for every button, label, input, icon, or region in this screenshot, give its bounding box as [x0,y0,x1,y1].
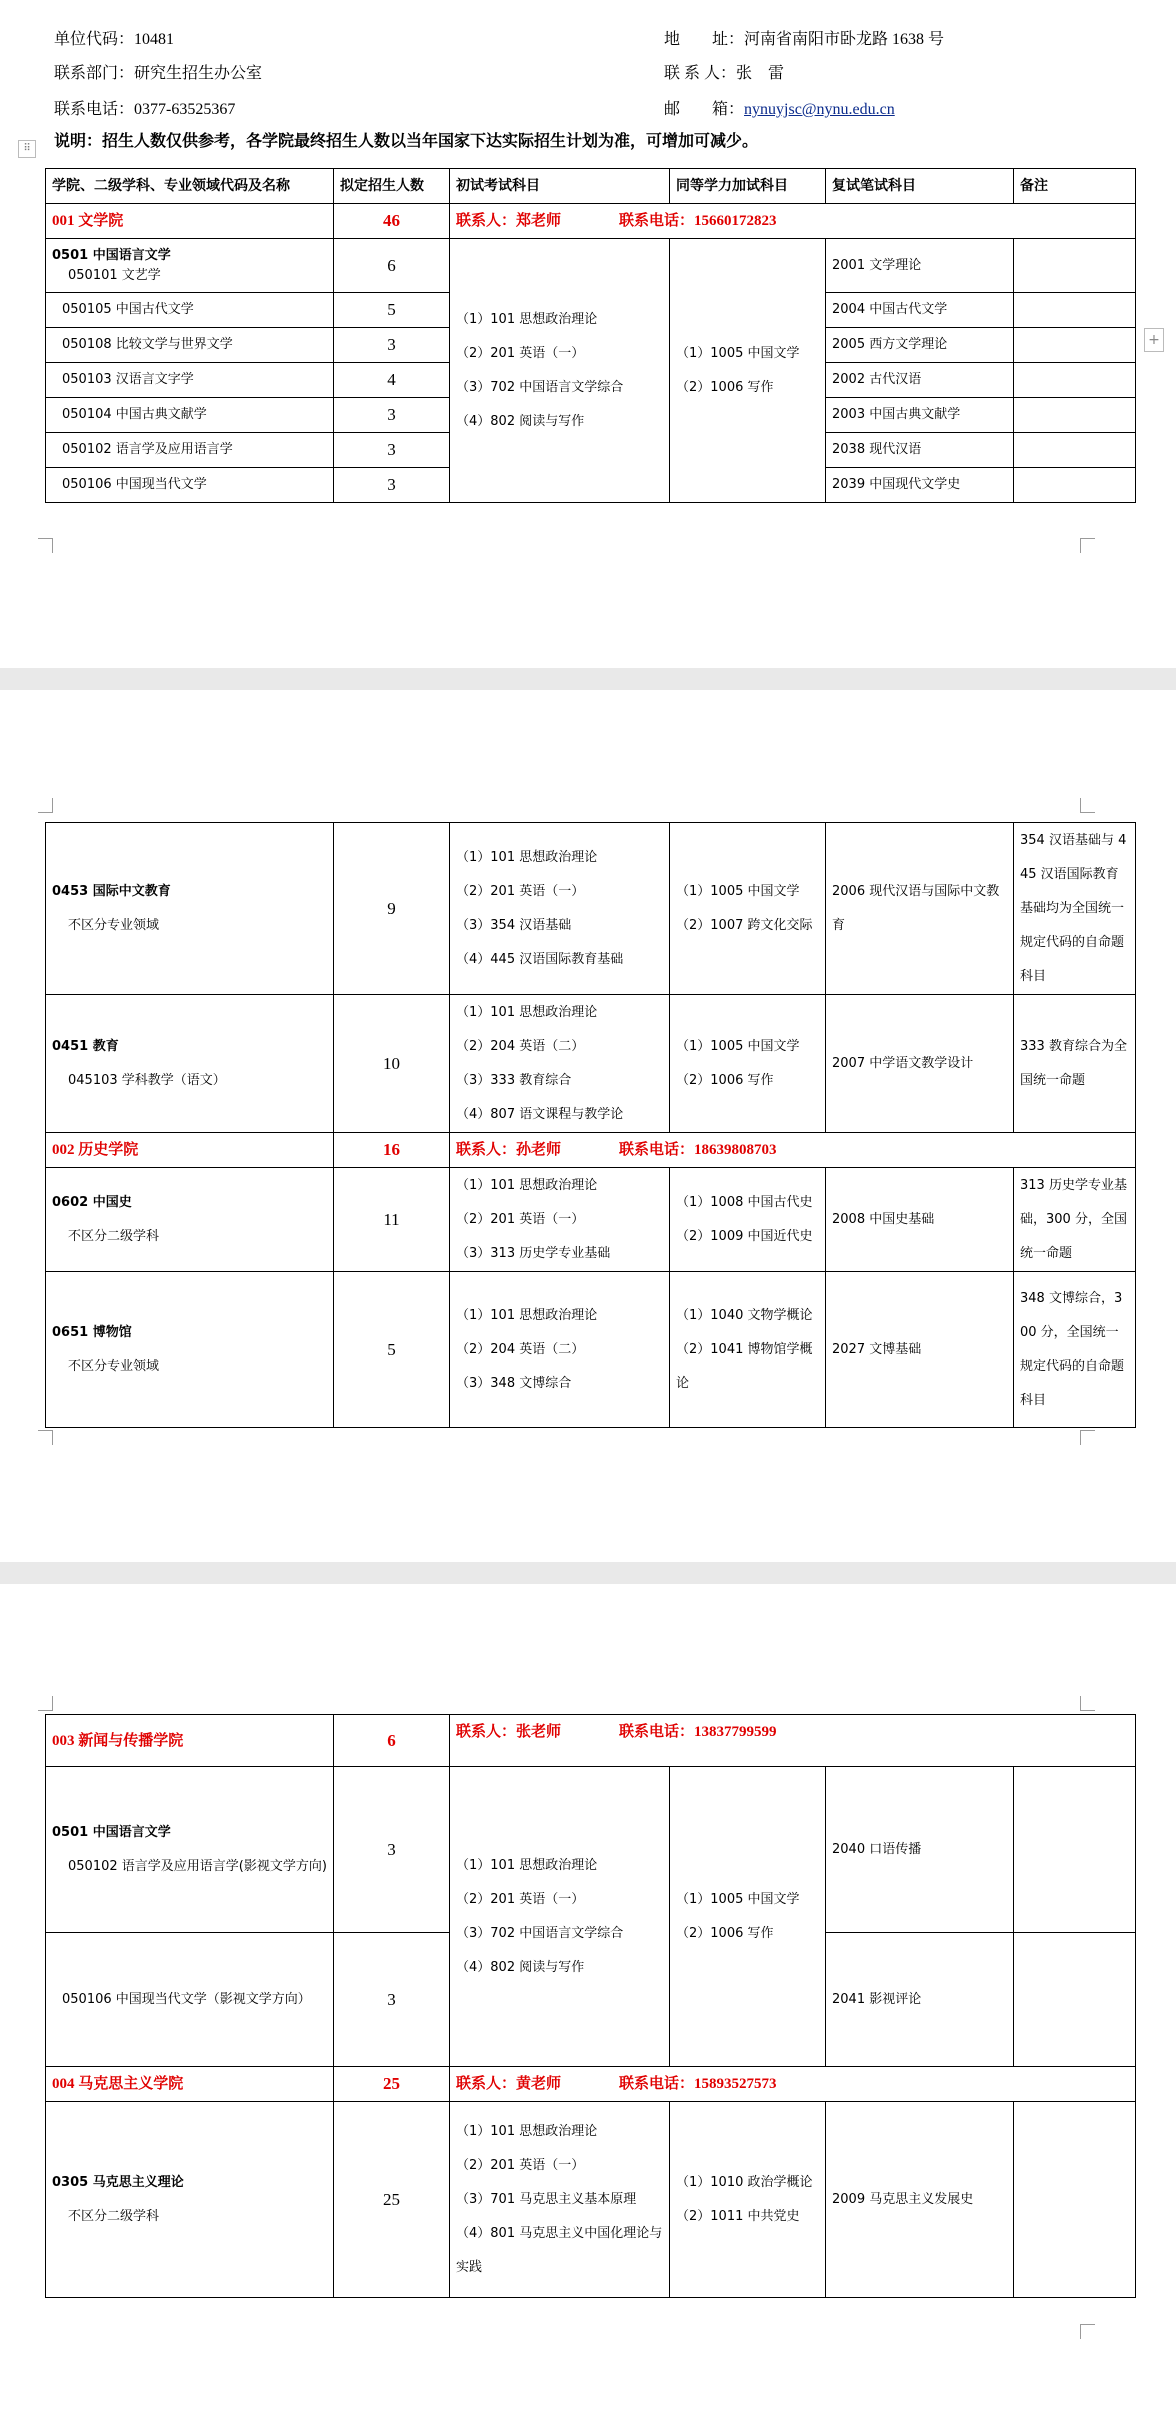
retest-cell: 2003 中国古典文献学 [826,398,1014,433]
major-cell: 050103 汉语言文字学 [46,363,334,398]
count-cell: 5 [334,293,450,328]
college-contact: 联系人：孙老师 联系电话：18639808703 [450,1133,1136,1168]
remark-cell [1014,433,1136,468]
major-cell: 0501 中国语言文学 050102 语言学及应用语言学(影视文学方向) [46,1767,334,1933]
retest-cell: 2040 口语传播 [826,1767,1014,1933]
margin-mark [1080,1430,1095,1445]
exam-subjects: （1）101 思想政治理论 （2）204 英语（二） （3）348 文博综合 [450,1272,670,1428]
col-header: 初试考试科目 [450,169,670,204]
college-row [46,1133,1136,1168]
admission-table-page2 [45,822,1136,1428]
retest-cell: 2039 中国现代文学史 [826,468,1014,503]
margin-mark [38,538,53,553]
remark-cell [1014,468,1136,503]
address: 地 址：河南省南阳市卧龙路 1638 号 [664,31,945,48]
major-cell: 0602 中国史 不区分二级学科 [46,1168,334,1272]
count-cell: 11 [334,1168,450,1272]
exam-subjects: （1）101 思想政治理论 （2）201 英语（一） （3）702 中国语言文学综合 （4）802 阅读与写作 [450,239,670,503]
margin-mark [1080,2324,1095,2339]
major-cell: 0501 中国语言文学 050101 文艺学 [46,239,334,293]
major-cell: 0453 国际中文教育 不区分专业领域 [46,823,334,995]
margin-mark [38,1430,53,1445]
major-cell: 050102 语言学及应用语言学 [46,433,334,468]
count-cell: 3 [334,328,450,363]
retest-cell: 2009 马克思主义发展史 [826,2102,1014,2298]
college-name: 003 新闻与传播学院 [46,1715,334,1767]
college-contact: 联系人：张老师 联系电话：13837799599 [450,1715,1136,1767]
retest-cell: 2004 中国古代文学 [826,293,1014,328]
count-cell: 3 [334,398,450,433]
college-name: 004 马克思主义学院 [46,2067,334,2102]
college-count: 6 [334,1715,450,1767]
contact-dept: 联系部门：研究生招生办公室 [54,65,263,82]
major-cell: 0651 博物馆 不区分专业领域 [46,1272,334,1428]
count-cell: 3 [334,1767,450,1933]
college-contact: 联系人：郑老师 联系电话：15660172823 [450,204,1136,239]
retest-cell: 2005 西方文学理论 [826,328,1014,363]
extra-subjects: （1）1005 中国文学 （2）1006 写作 [670,239,826,503]
exam-subjects: （1）101 思想政治理论 （2）201 英语（一） （3）702 中国语言文学综合 （4）802 阅读与写作 [450,1767,670,2067]
extra-subjects: （1）1005 中国文学 （2）1006 写作 [670,1767,826,2067]
table-row [46,1168,1136,1272]
page-3 [0,1584,1176,2420]
major-cell: 050106 中国现当代文学（影视文学方向） [46,1933,334,2067]
exam-subjects: （1）101 思想政治理论 （2）201 英语（一） （3）701 马克思主义基本原理 （4）801 马克思主义中国化理论与实践 [450,2102,670,2298]
margin-mark [38,798,53,813]
exam-subjects: （1）101 思想政治理论 （2）201 英语（一） （3）354 汉语基础 （4）445 汉语国际教育基础 [450,823,670,995]
major-cell: 050106 中国现当代文学 [46,468,334,503]
retest-cell: 2038 现代汉语 [826,433,1014,468]
email-link[interactable]: nynuyjsc@nynu.edu.cn [744,101,895,118]
page-1 [0,0,1176,668]
count-cell: 4 [334,363,450,398]
margin-mark [1080,538,1095,553]
remark-cell [1014,363,1136,398]
note: 说明：招生人数仅供参考，各学院最终招生人数以当年国家下达实际招生计划为准，可增加可减少。 [54,133,759,150]
count-cell: 9 [334,823,450,995]
retest-cell: 2001 文学理论 [826,239,1014,293]
remark-cell: 313 历史学专业基础，300 分，全国统一命题 [1014,1168,1136,1272]
count-cell: 10 [334,995,450,1133]
count-cell: 5 [334,1272,450,1428]
remark-cell: 354 汉语基础与 445 汉语国际教育基础均为全国统一规定代码的自命题科目 [1014,823,1136,995]
extra-subjects: （1）1005 中国文学 （2）1006 写作 [670,995,826,1133]
unit-code: 单位代码：10481 [54,31,175,48]
retest-cell: 2007 中学语文教学设计 [826,995,1014,1133]
remark-cell: 348 文博综合，300 分，全国统一规定代码的自命题科目 [1014,1272,1136,1428]
table-row [46,1767,1136,1933]
college-count: 25 [334,2067,450,2102]
col-header: 拟定招生人数 [334,169,450,204]
retest-cell: 2027 文博基础 [826,1272,1014,1428]
major-cell: 050104 中国古典文献学 [46,398,334,433]
remark-cell: 333 教育综合为全国统一命题 [1014,995,1136,1133]
page-2 [0,690,1176,1562]
extra-subjects: （1）1005 中国文学 （2）1007 跨文化交际 [670,823,826,995]
remark-cell [1014,328,1136,363]
count-cell: 3 [334,468,450,503]
extra-subjects: （1）1008 中国古代史 （2）1009 中国近代史 [670,1168,826,1272]
count-cell: 25 [334,2102,450,2298]
count-cell: 6 [334,239,450,293]
extra-subjects: （1）1010 政治学概论 （2）1011 中共党史 [670,2102,826,2298]
table-row [46,995,1136,1133]
remark-cell [1014,1767,1136,1933]
major-cell: 050105 中国古代文学 [46,293,334,328]
add-row-button[interactable]: + [1144,328,1164,352]
margin-mark [1080,798,1095,813]
college-count: 46 [334,204,450,239]
exam-subjects: （1）101 思想政治理论 （2）201 英语（一） （3）313 历史学专业基础 [450,1168,670,1272]
remark-cell [1014,2102,1136,2298]
exam-subjects: （1）101 思想政治理论 （2）204 英语（二） （3）333 教育综合 （4）807 语文课程与教学论 [450,995,670,1133]
count-cell: 3 [334,1933,450,2067]
table-header [46,169,1136,204]
admission-table-page3 [45,1714,1136,2298]
table-move-handle-icon[interactable]: ⠿ [18,140,36,158]
major-cell: 0451 教育 045103 学科教学（语文） [46,995,334,1133]
col-header: 复试笔试科目 [826,169,1014,204]
retest-cell: 2002 古代汉语 [826,363,1014,398]
remark-cell [1014,293,1136,328]
contact-phone: 联系电话：0377-63525367 [54,101,236,118]
email: 邮 箱：nynuyjsc@nynu.edu.cn [664,101,895,118]
table-row [46,823,1136,995]
major-cell: 0305 马克思主义理论 不区分二级学科 [46,2102,334,2298]
college-row [46,2067,1136,2102]
admission-table-page1 [45,168,1136,503]
table-row [46,2102,1136,2298]
retest-cell: 2006 现代汉语与国际中文教育 [826,823,1014,995]
col-header: 备注 [1014,169,1136,204]
contact-person: 联 系 人：张 雷 [664,65,785,82]
col-header: 同等学力加试科目 [670,169,826,204]
count-cell: 3 [334,433,450,468]
table-row [46,239,1136,293]
remark-cell [1014,1933,1136,2067]
col-header: 学院、二级学科、专业领域代码及名称 [46,169,334,204]
remark-cell [1014,398,1136,433]
college-name: 002 历史学院 [46,1133,334,1168]
college-name: 001 文学院 [46,204,334,239]
retest-cell: 2008 中国史基础 [826,1168,1014,1272]
table-row [46,1272,1136,1428]
margin-mark [38,1696,53,1711]
remark-cell [1014,239,1136,293]
college-row [46,1715,1136,1767]
retest-cell: 2041 影视评论 [826,1933,1014,2067]
college-count: 16 [334,1133,450,1168]
major-cell: 050108 比较文学与世界文学 [46,328,334,363]
margin-mark [1080,1696,1095,1711]
extra-subjects: （1）1040 文物学概论 （2）1041 博物馆学概论 [670,1272,826,1428]
college-contact: 联系人：黄老师 联系电话：15893527573 [450,2067,1136,2102]
college-row [46,204,1136,239]
